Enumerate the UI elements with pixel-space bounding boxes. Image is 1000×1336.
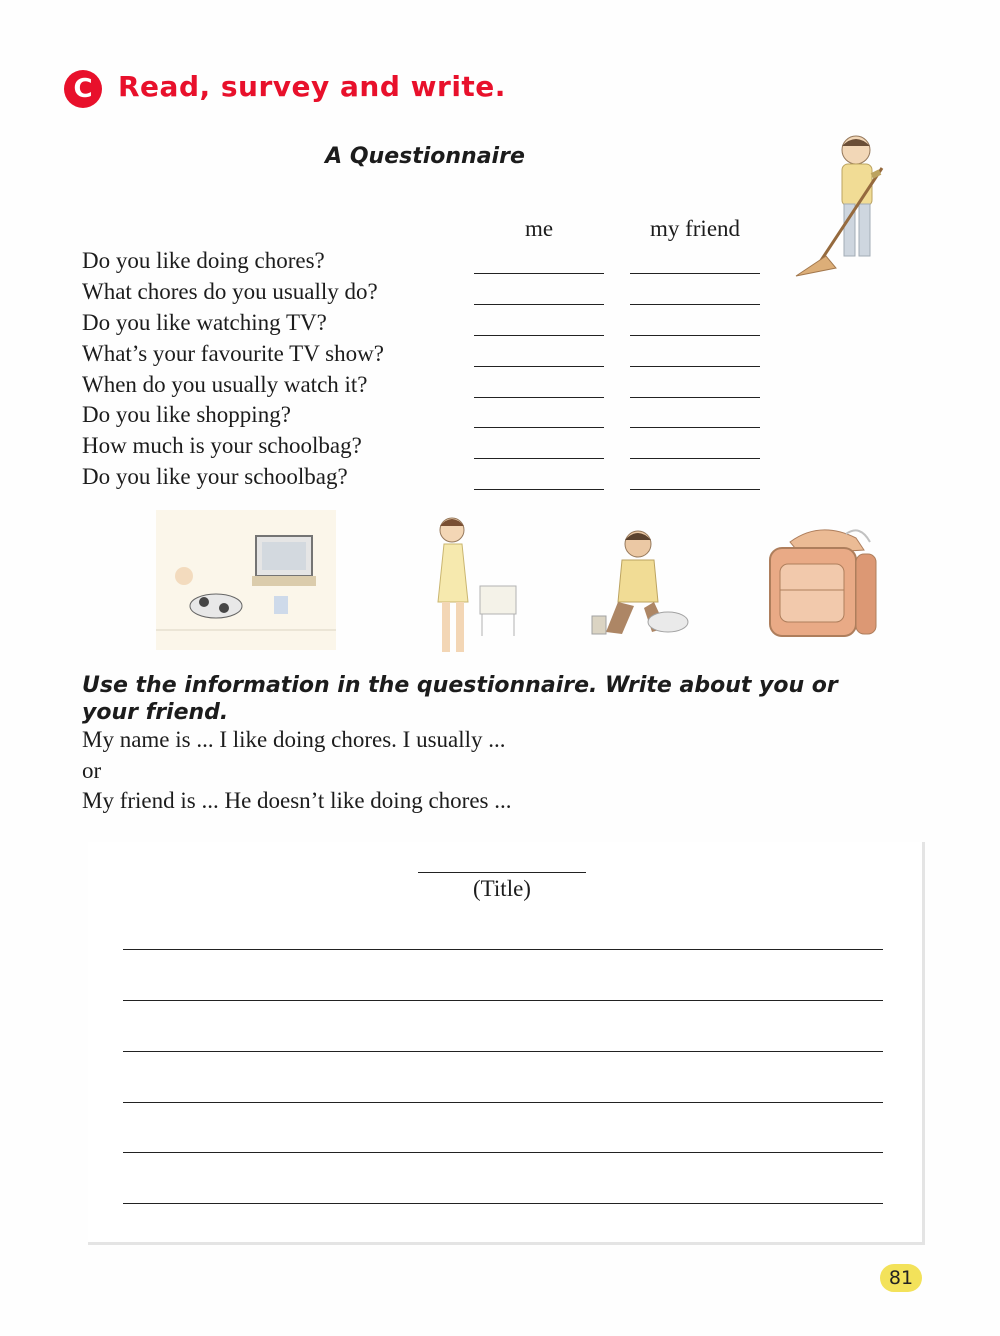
boy-sweeping-illustration bbox=[786, 128, 902, 278]
question-row bbox=[82, 402, 782, 433]
writing-line[interactable] bbox=[123, 1000, 883, 1001]
question-row bbox=[82, 464, 782, 495]
messy-tv-room-illustration bbox=[156, 510, 336, 650]
writing-line[interactable] bbox=[123, 1102, 883, 1103]
answer-blank-friend[interactable] bbox=[630, 273, 760, 274]
answer-blank-friend[interactable] bbox=[630, 366, 760, 367]
title-label: (Title) bbox=[473, 876, 531, 901]
writing-line[interactable] bbox=[123, 949, 883, 950]
section-badge: C bbox=[64, 70, 102, 108]
section-heading: Read, survey and write. bbox=[118, 70, 506, 103]
answer-blank-me[interactable] bbox=[474, 489, 604, 490]
question-text: What’s your favourite TV show? bbox=[82, 341, 384, 366]
answer-blank-friend[interactable] bbox=[630, 489, 760, 490]
question-text: When do you usually watch it? bbox=[82, 372, 368, 397]
column-header-me: me bbox=[524, 216, 554, 241]
answer-blank-friend[interactable] bbox=[630, 427, 760, 428]
answer-blank-me[interactable] bbox=[474, 304, 604, 305]
answer-blank-me[interactable] bbox=[474, 397, 604, 398]
answer-blank-me[interactable] bbox=[474, 427, 604, 428]
example-sentence-2: My friend is ... He doesn’t like doing chores ... bbox=[82, 788, 512, 813]
question-text: Do you like doing chores? bbox=[82, 248, 325, 273]
girl-shopping-illustration bbox=[422, 506, 522, 666]
answer-blank-me[interactable] bbox=[474, 335, 604, 336]
writing-area bbox=[88, 842, 925, 1245]
writing-line[interactable] bbox=[123, 1051, 883, 1052]
question-text: How much is your schoolbag? bbox=[82, 433, 362, 458]
example-sentence-1: My name is ... I like doing chores. I usually ... bbox=[82, 727, 506, 752]
question-row bbox=[82, 248, 782, 279]
questionnaire-title: A Questionnaire bbox=[325, 144, 525, 169]
question-text: Do you like your schoolbag? bbox=[82, 464, 348, 489]
answer-blank-me[interactable] bbox=[474, 458, 604, 459]
question-text: Do you like shopping? bbox=[82, 402, 291, 427]
question-row bbox=[82, 372, 782, 403]
title-blank[interactable] bbox=[418, 872, 586, 873]
answer-blank-friend[interactable] bbox=[630, 335, 760, 336]
question-row bbox=[82, 341, 782, 372]
writing-line[interactable] bbox=[123, 1203, 883, 1204]
example-connector: or bbox=[82, 758, 102, 783]
boy-cleaning-illustration bbox=[582, 524, 702, 644]
answer-blank-friend[interactable] bbox=[630, 458, 760, 459]
question-text: What chores do you usually do? bbox=[82, 279, 378, 304]
writing-instruction: Use the information in the questionnaire. Write about you or your friend. bbox=[82, 673, 838, 725]
answer-blank-friend[interactable] bbox=[630, 304, 760, 305]
question-text: Do you like watching TV? bbox=[82, 310, 327, 335]
question-row bbox=[82, 310, 782, 341]
answer-blank-me[interactable] bbox=[474, 273, 604, 274]
question-row bbox=[82, 433, 782, 464]
writing-line[interactable] bbox=[123, 1152, 883, 1153]
answer-blank-friend[interactable] bbox=[630, 397, 760, 398]
column-header-my-friend: my friend bbox=[649, 216, 741, 241]
question-row bbox=[82, 279, 782, 310]
answer-blank-me[interactable] bbox=[474, 366, 604, 367]
page-number: 81 bbox=[880, 1264, 922, 1292]
schoolbag-illustration bbox=[760, 524, 890, 644]
